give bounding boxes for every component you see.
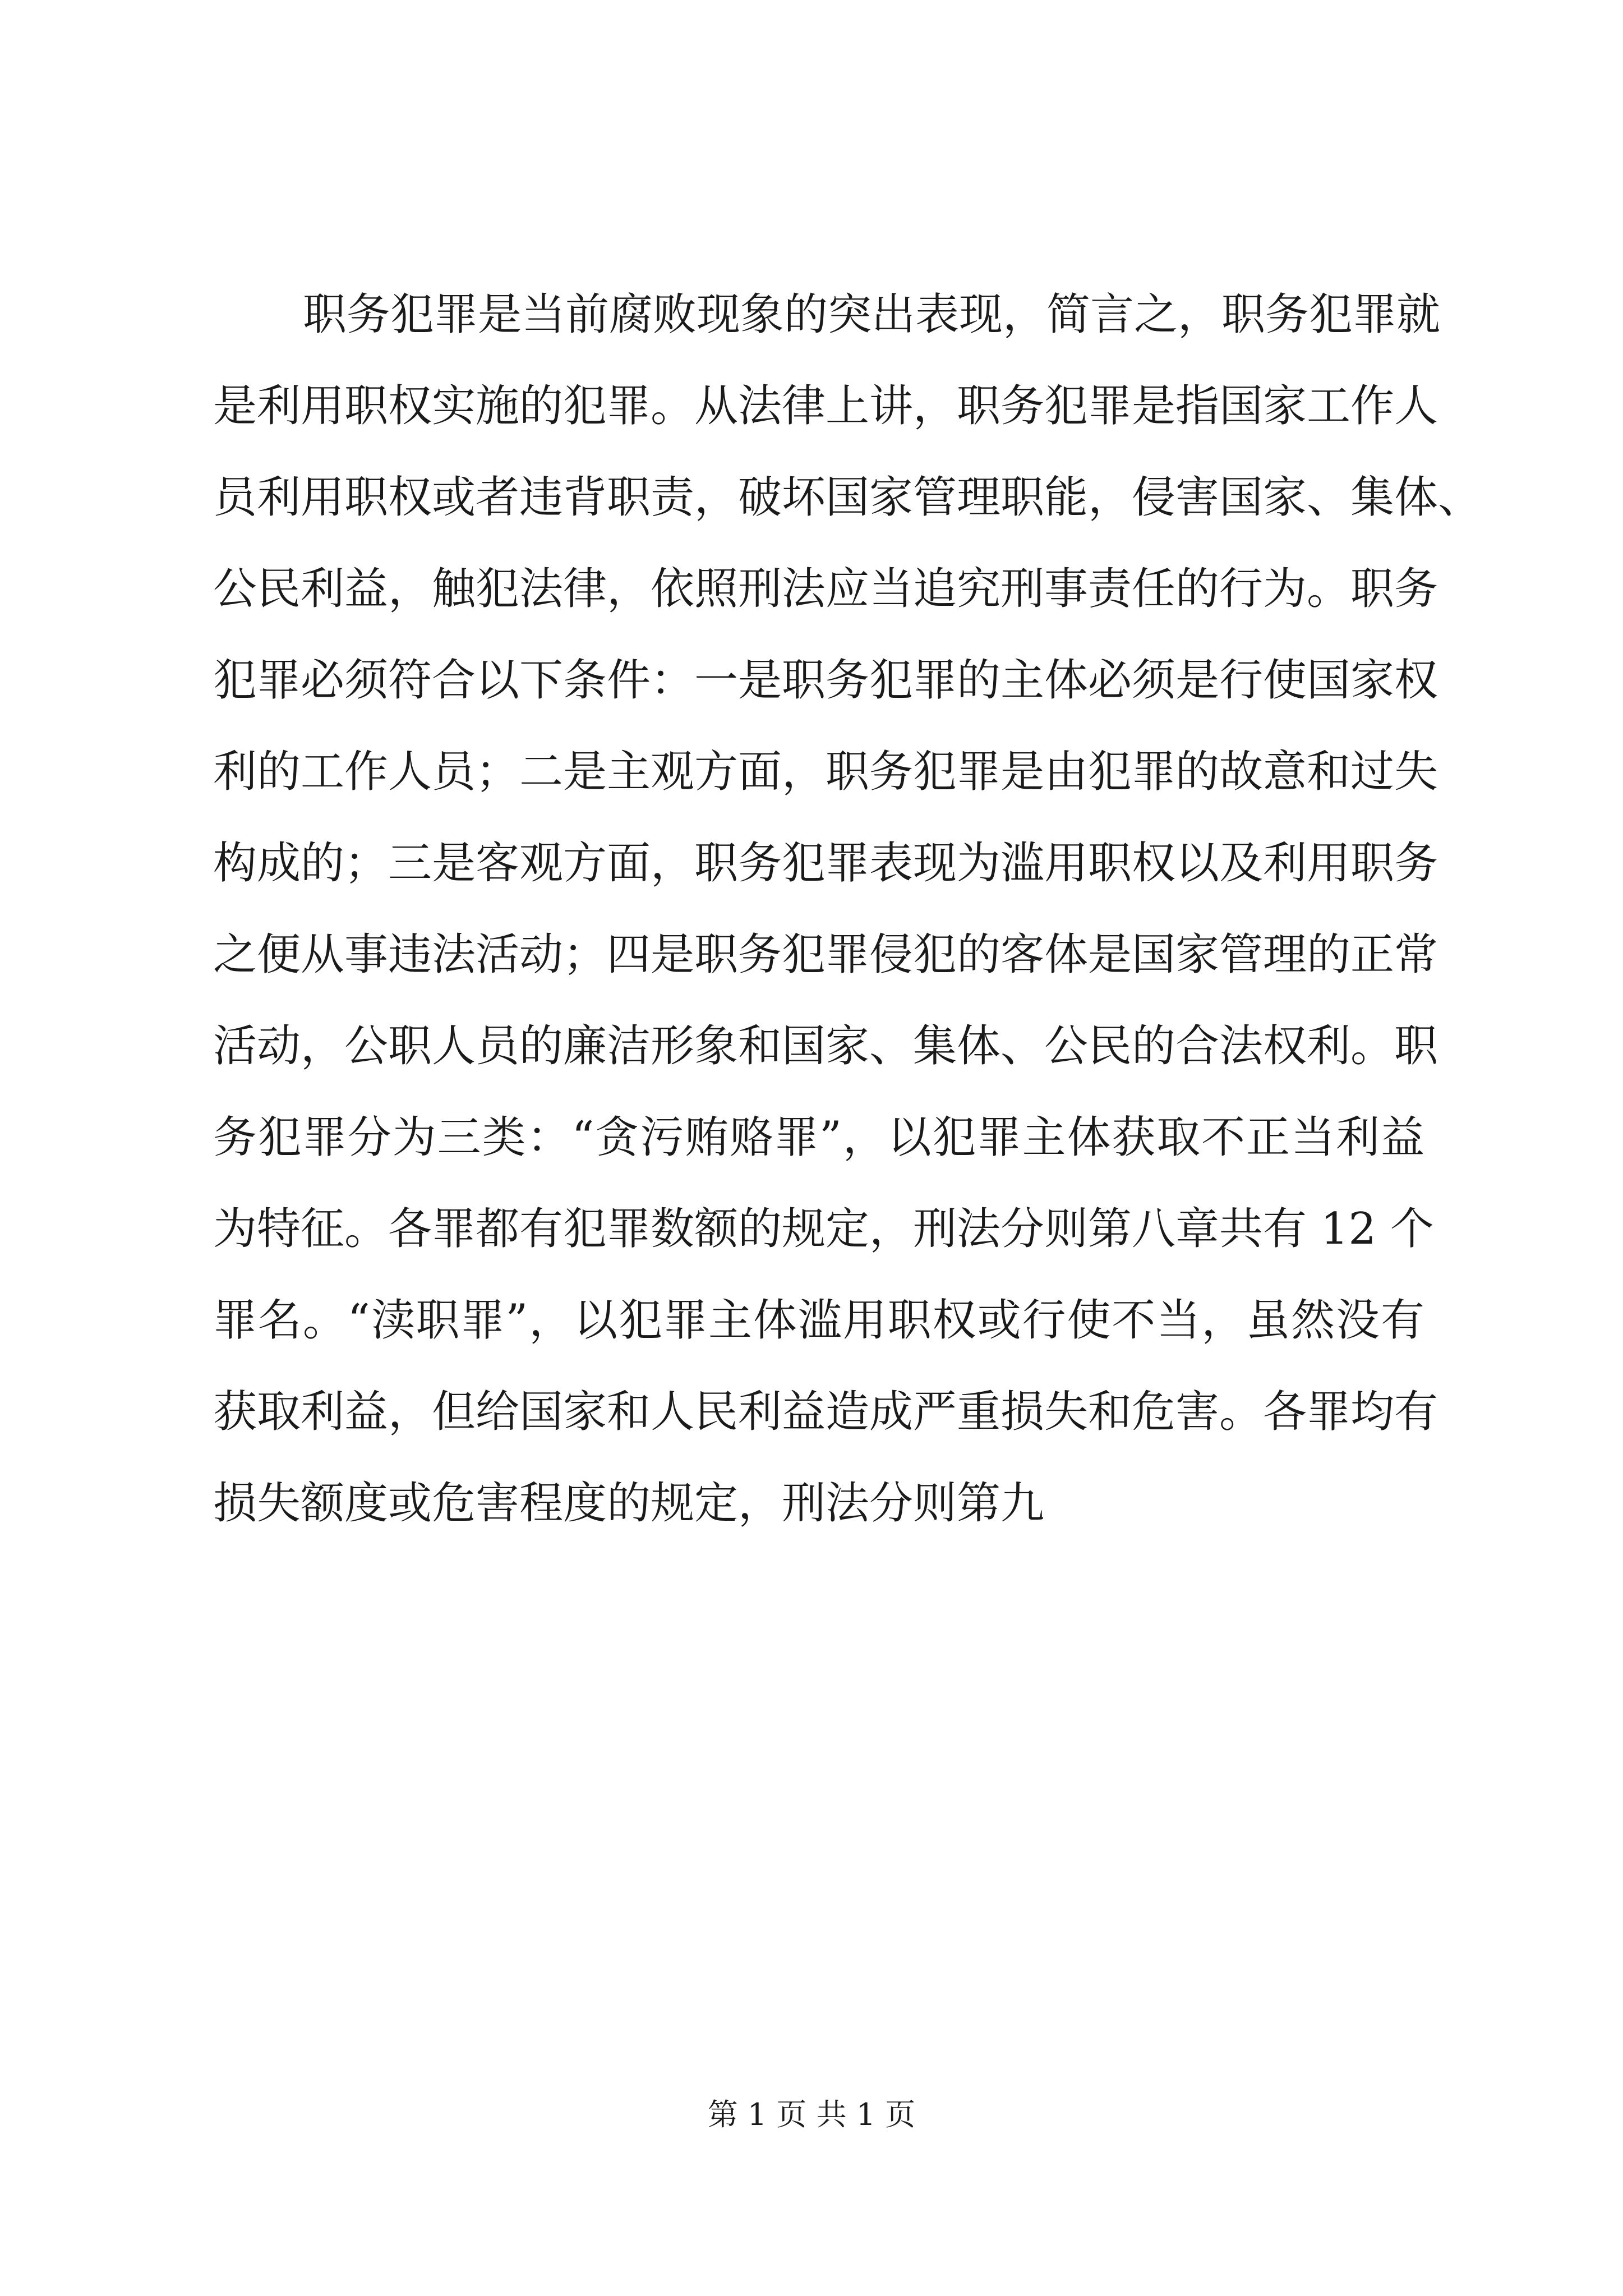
paragraph-line: 罪名。“渎职罪”，以犯罪主体滥用职权或行使不当，虽然没有 — [213, 1295, 1424, 1346]
paragraph-line: 活动，公职人员的廉洁形象和国家、集体、公民的合法权利。职 — [213, 1021, 1438, 1071]
paragraph-line: 利的工作人员；二是主观方面，职务犯罪是由犯罪的故意和过失 — [213, 747, 1438, 797]
paragraph-line: 是利用职权实施的犯罪。从法律上讲，职务犯罪是指国家工作人 — [213, 381, 1438, 431]
paragraph-line: 公民利益，触犯法律，依照刑法应当追究刑事责任的行为。职务 — [213, 564, 1438, 614]
paragraph-line: 之便从事违法活动；四是职务犯罪侵犯的客体是国家管理的正常 — [213, 930, 1438, 980]
paragraph-line: 构成的；三是客观方面，职务犯罪表现为滥用职权以及利用职务 — [213, 838, 1438, 889]
paragraph-line: 职务犯罪是当前腐败现象的突出表现，简言之，职务犯罪就 — [303, 289, 1441, 340]
page-number-footer: 第 1 页 共 1 页 — [707, 2097, 916, 2132]
paragraph-line: 犯罪必须符合以下条件：一是职务犯罪的主体必须是行使国家权 — [213, 655, 1438, 706]
body-paragraph — [213, 269, 1482, 1549]
paragraph-line: 损失额度或危害程度的规定，刑法分则第九 — [213, 1478, 1045, 1529]
paragraph-line: 为特征。各罪都有犯罪数额的规定，刑法分则第八章共有 12 个 — [213, 1204, 1434, 1254]
paragraph-line: 员利用职权或者违背职责，破坏国家管理职能，侵害国家、集体、 — [213, 472, 1482, 523]
paragraph-line: 获取利益，但给国家和人民利益造成严重损失和危害。各罪均有 — [213, 1387, 1438, 1437]
paragraph-line: 务犯罪分为三类：“贪污贿赂罪”，以犯罪主体获取不正当利益 — [213, 1112, 1424, 1163]
